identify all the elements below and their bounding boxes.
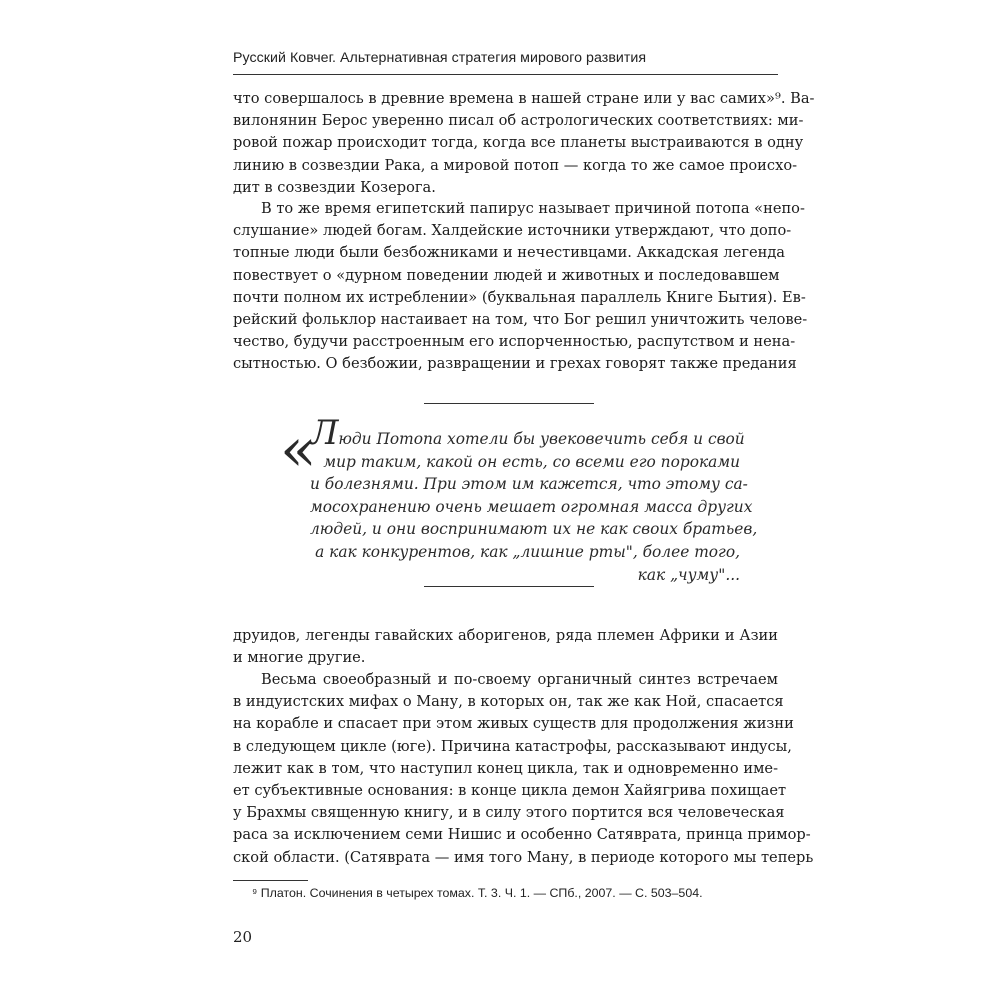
text-line: ет субъективные основания: в конце цикла демон Хайягрива похищает — [233, 782, 787, 800]
quote-line-text: юди Потопа хотели бы увековечить себя и свой — [338, 430, 745, 448]
quote-bottom-rule — [424, 586, 594, 587]
text-line: линию в созвездии Рака, а мировой потоп — когда то же самое происхо- — [233, 156, 798, 174]
quote-top-rule — [424, 403, 594, 404]
running-head: Русский Ковчег. Альтернативная стратегия мирового развития — [233, 50, 647, 66]
quote-initial-letter: Л — [310, 413, 339, 453]
header-rule — [233, 74, 778, 75]
quote-line: мосохранению очень мешает огромная масса других — [310, 497, 753, 516]
text-line: дит в созвездии Козерога. — [233, 178, 436, 196]
paragraph-4 — [233, 669, 814, 869]
text-line: что совершалось в древние времена в нашей стране или у вас самих»⁹. Ва- — [233, 90, 815, 107]
text-line: в индуистских мифах о Ману, в которых он, так же как Ной, спасается — [233, 693, 784, 711]
text-line: В то же время египетский папирус называет причиной потопа «непо- — [261, 200, 805, 217]
quote-line: как „чуму"... — [637, 565, 740, 584]
text-line: слушание» людей богам. Халдейские источники утверждают, что допо- — [233, 222, 792, 240]
footnote-rule — [233, 880, 308, 881]
quote-line: а как конкурентов, как „лишние рты", более того, — [315, 542, 740, 561]
text-line: рейский фольклор настаивает на том, что Бог решил уничтожить челове- — [233, 311, 808, 329]
paragraph-3 — [233, 625, 778, 669]
footnote: ⁹ Платон. Сочинения в четырех томах. Т. 3. Ч. 1. — СПб., 2007. — С. 503–504. — [252, 886, 703, 900]
quote-open-mark: « — [280, 415, 317, 485]
quote-line: мир таким, какой он есть, со всеми его пороками — [323, 452, 740, 471]
text-line: лежит как в том, что наступил конец цикла, так и одновременно име- — [233, 759, 778, 777]
text-line: ской области. (Сатяврата — имя того Ману, в периоде которого мы теперь — [233, 848, 814, 866]
quote-line — [310, 413, 745, 453]
text-line: в следующем цикле (юге). Причина катастрофы, рассказывают индусы, — [233, 737, 792, 755]
page-number: 20 — [233, 928, 253, 946]
quote-line: людей, и они воспринимают их не как своих братьев, — [310, 520, 758, 539]
text-line: повествует о «дурном поведении людей и животных и последовавшем — [233, 266, 780, 284]
text-line: Весьма своеобразный и по-своему органичный синтез встречаем — [261, 671, 778, 688]
quote-line: и болезнями. При этом им кажется, что этому са- — [310, 475, 748, 494]
text-line: сытностью. О безбожии, развращении и грехах говорят также предания — [233, 355, 797, 373]
paragraph-2 — [233, 198, 808, 376]
text-line: вилонянин Берос уверенно писал об астрологических соответствиях: ми- — [233, 112, 804, 130]
text-line: и многие другие. — [233, 649, 366, 667]
text-line: раса за исключением семи Нишис и особенно Сатяврата, принца примор- — [233, 826, 811, 844]
text-line: чество, будучи расстроенным его испорченностью, распутством и нена- — [233, 333, 796, 351]
paragraph-1 — [233, 88, 815, 199]
text-line: у Брахмы священную книгу, и в силу этого портится вся человеческая — [233, 804, 785, 822]
text-line: друидов, легенды гавайских аборигенов, ряда племен Африки и Азии — [233, 627, 778, 644]
pull-quote — [310, 413, 758, 586]
text-line: ровой пожар происходит тогда, когда все планеты выстраиваются в одну — [233, 134, 804, 152]
text-line: почти полном их истреблении» (буквальная параллель Книге Бытия). Ев- — [233, 288, 806, 306]
text-line: топные люди были безбожниками и нечестивцами. Аккадская легенда — [233, 244, 786, 262]
text-line: на корабле и спасает при этом живых существ для продолжения жизни — [233, 715, 794, 733]
